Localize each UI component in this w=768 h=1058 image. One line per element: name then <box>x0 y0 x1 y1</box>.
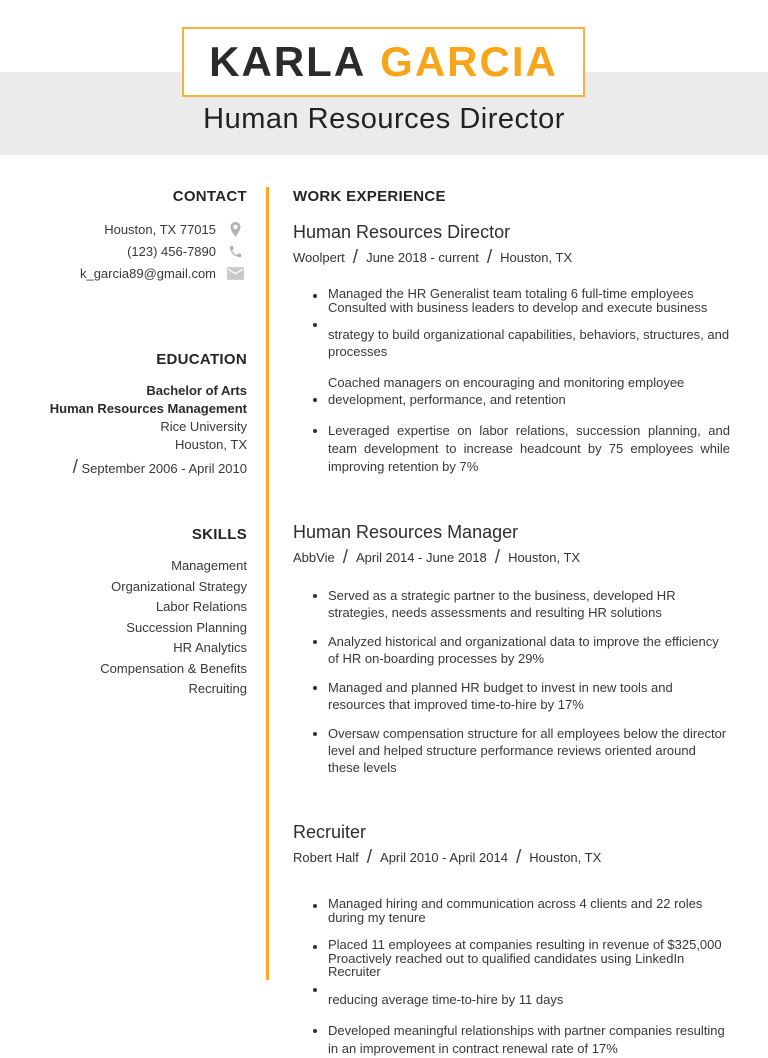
education-location: Houston, TX <box>174 437 247 452</box>
envelope-icon <box>223 267 247 280</box>
bullet-item: Managed and planned HR budget to invest in new tools and resources that improved time-to-hire by 17% <box>293 679 730 713</box>
bullet-item: reducing average time-to-hire by 11 days <box>293 991 730 1008</box>
section-divider-line <box>266 187 269 980</box>
contact-location: Houston, TX 77015 <box>104 221 216 237</box>
location-pin-icon <box>223 221 247 238</box>
contact-list <box>0 218 247 284</box>
job-bullets <box>293 587 730 776</box>
bullet-dot <box>313 398 317 402</box>
job-company: AbbVie <box>293 550 335 565</box>
job-subtitle: Human Resources Director <box>203 103 565 135</box>
name-box <box>182 27 585 97</box>
bullet-item: Leveraged expertise on labor relations, succession planning, and team development to increase headcount by 75 employees while improving retention by 7% <box>293 422 730 476</box>
skill-item: HR Analytics <box>173 640 247 655</box>
education-section <box>0 351 247 477</box>
skill-item: Management <box>171 558 247 573</box>
job-entry <box>293 522 730 776</box>
job-meta <box>293 548 730 567</box>
skill-item: Recruiting <box>188 681 247 696</box>
contact-phone: (123) 456-7890 <box>127 243 216 259</box>
contact-phone-row <box>0 240 247 262</box>
phone-icon <box>223 244 247 259</box>
bullet-item: Coached managers on encouraging and monitoring employee development, performance, and retention <box>293 374 730 408</box>
job-title: Human Resources Director <box>293 222 511 242</box>
education-school: Rice University <box>160 419 247 434</box>
bullet-dot <box>313 686 317 690</box>
bullet-dot <box>313 640 317 644</box>
slash-divider: / <box>352 247 359 268</box>
education-heading: EDUCATION <box>156 351 247 368</box>
job-entry <box>293 822 730 1058</box>
bullet-dot <box>313 323 317 327</box>
skills-section <box>0 526 247 700</box>
first-name: KARLA <box>209 38 367 85</box>
bullet-dot <box>313 945 317 949</box>
slash-divider: / <box>494 547 501 568</box>
skill-item: Compensation & Benefits <box>100 660 247 676</box>
bullet-item: Analyzed historical and organizational data to improve the efficiency of HR on-boarding processes by 29% <box>293 633 730 667</box>
job-location: Houston, TX <box>508 550 581 565</box>
job-entry <box>293 222 730 476</box>
skills-heading: SKILLS <box>191 526 247 543</box>
job-location: Houston, TX <box>529 850 602 865</box>
slash-divider: / <box>515 847 522 868</box>
skill-item: Organizational Strategy <box>111 578 247 594</box>
slash-divider: / <box>72 457 78 478</box>
bullet-item: Served as a strategic partner to the business, developed HR strategies, needs assessments and resulting HR solutions <box>293 587 730 621</box>
skills-list <box>0 556 247 700</box>
job-title: Recruiter <box>293 822 367 842</box>
slash-divider: / <box>366 847 373 868</box>
last-name: GARCIA <box>380 38 558 85</box>
contact-heading: CONTACT <box>172 188 247 205</box>
education-dates-row <box>0 458 247 477</box>
education-details <box>0 382 247 454</box>
job-dates: June 2018 - current <box>366 250 479 265</box>
job-bullets <box>293 287 730 476</box>
sidebar <box>0 188 247 700</box>
slash-divider: / <box>342 547 348 568</box>
bullet-item: Oversaw compensation structure for all employees below the director level and helped structure performance reviews oriented around these levels <box>293 725 730 776</box>
job-company: Woolpert <box>293 250 345 265</box>
bullet-item: Developed meaningful relationships with partner companies resulting in an improvement in contract renewal rate of 17% <box>293 1022 730 1058</box>
contact-email: k_garcia89@gmail.com <box>79 265 216 281</box>
job-bullets <box>293 897 730 1058</box>
bullet-dot <box>313 732 317 736</box>
bullet-item: Managed hiring and communication across 4 clients and 22 roles during my tenure <box>293 897 730 924</box>
contact-location-row <box>0 218 247 240</box>
slash-divider: / <box>486 247 493 268</box>
education-dates: September 2006 - April 2010 <box>81 461 247 476</box>
bullet-dot <box>313 594 317 598</box>
job-dates: April 2010 - April 2014 <box>380 850 508 865</box>
work-experience-heading: WORK EXPERIENCE <box>293 188 446 205</box>
bullet-dot <box>313 1029 317 1033</box>
job-meta <box>293 848 730 867</box>
education-major: Human Resources Management <box>49 401 247 416</box>
bullet-dot <box>313 429 317 433</box>
skill-item: Labor Relations <box>155 599 247 614</box>
bullet-item: strategy to build organizational capabilities, behaviors, structures, and processes <box>293 326 730 360</box>
education-degree: Bachelor of Arts <box>146 383 247 398</box>
job-dates: April 2014 - June 2018 <box>355 550 487 565</box>
job-location: Houston, TX <box>500 250 573 265</box>
job-title: Human Resources Manager <box>293 522 519 542</box>
bullet-item: Managed the HR Generalist team totaling 6 full-time employees Consulted with business leaders to develop and execute business <box>293 287 730 314</box>
bullet-dot <box>313 294 317 298</box>
contact-email-row <box>0 262 247 284</box>
bullet-dot <box>313 988 317 992</box>
job-meta <box>293 248 730 267</box>
bullet-item: Placed 11 employees at companies resulting in revenue of $325,000 Proactively reached out to qualified candidates using LinkedIn Recruiter <box>293 938 730 979</box>
bullet-dot <box>313 904 317 908</box>
skill-item: Succession Planning <box>126 619 247 635</box>
work-experience-section <box>293 188 730 1058</box>
job-company: Robert Half <box>293 850 359 865</box>
